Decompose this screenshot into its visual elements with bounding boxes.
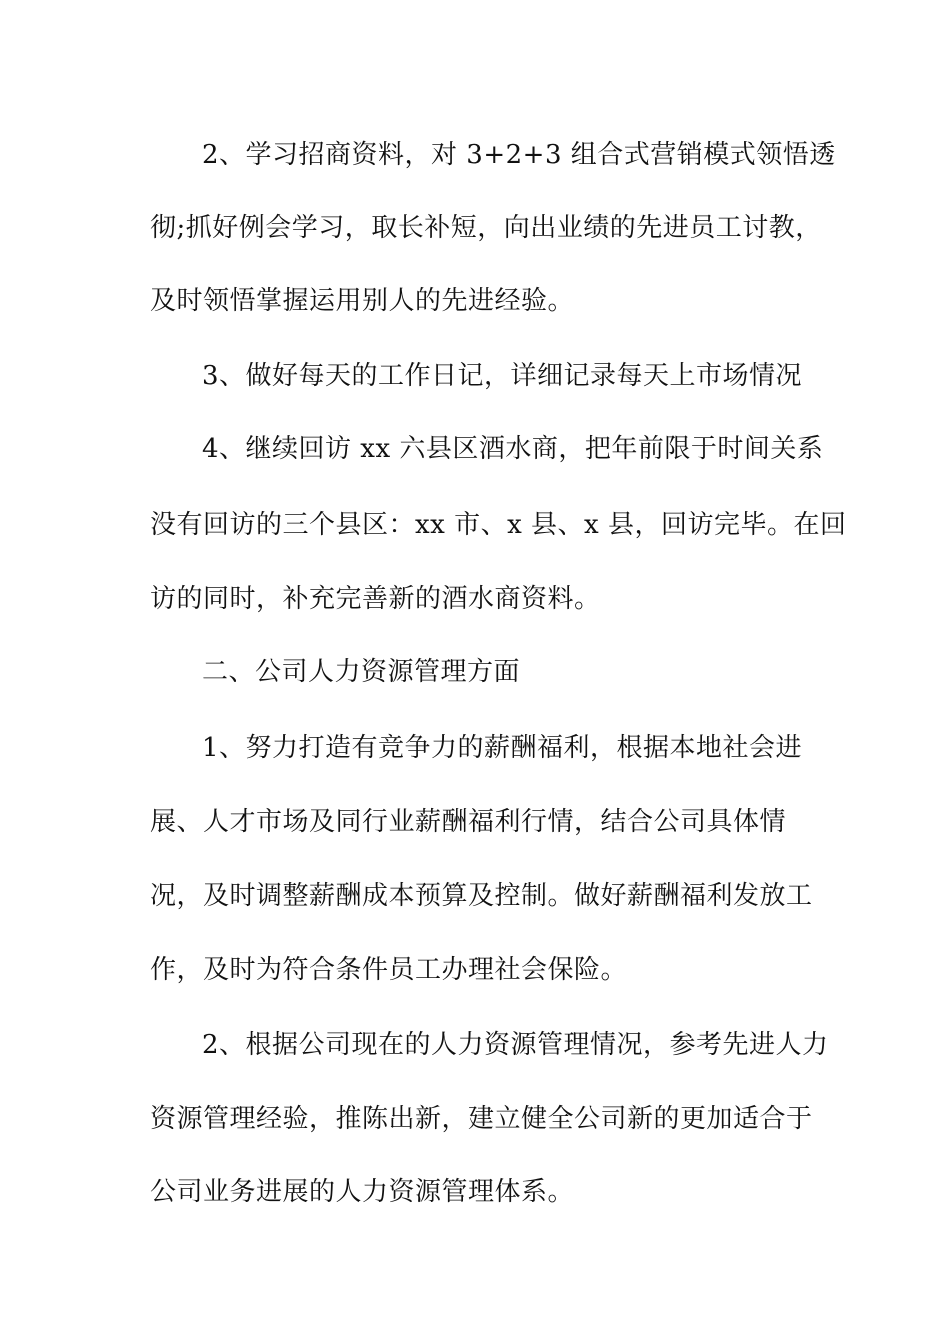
text-line: 1、努力打造有竞争力的薪酬福利，根据本地社会进 xyxy=(202,733,803,763)
text-line: 访的同时，补充完善新的酒水商资料。 xyxy=(150,584,601,614)
text-line: 2、学习招商资料，对 3+2+3 组合式营销模式领悟透 xyxy=(202,140,836,170)
text-line: 及时领悟掌握运用别人的先进经验。 xyxy=(150,286,575,316)
text-line: 作，及时为符合条件员工办理社会保险。 xyxy=(150,955,628,985)
text-line: 彻;抓好例会学习，取长补短，向出业绩的先进员工讨教， xyxy=(150,213,822,243)
text-line: 4、继续回访 xx 六县区酒水商，把年前限于时间关系 xyxy=(202,434,824,464)
section-heading: 二、公司人力资源管理方面 xyxy=(202,657,521,687)
text-line: 公司业务进展的人力资源管理体系。 xyxy=(150,1177,575,1207)
text-line: 资源管理经验，推陈出新，建立健全公司新的更加适合于 xyxy=(150,1104,813,1134)
text-line: 况，及时调整薪酬成本预算及控制。做好薪酬福利发放工 xyxy=(150,881,813,911)
text-line: 2、根据公司现在的人力资源管理情况，参考先进人力 xyxy=(202,1030,829,1060)
text-line: 3、做好每天的工作日记，详细记录每天上市场情况 xyxy=(202,361,803,391)
text-line: 展、人才市场及同行业薪酬福利行情，结合公司具体情 xyxy=(150,807,787,837)
text-line: 没有回访的三个县区：xx 市、x 县、x 县，回访完毕。在回 xyxy=(150,510,847,540)
